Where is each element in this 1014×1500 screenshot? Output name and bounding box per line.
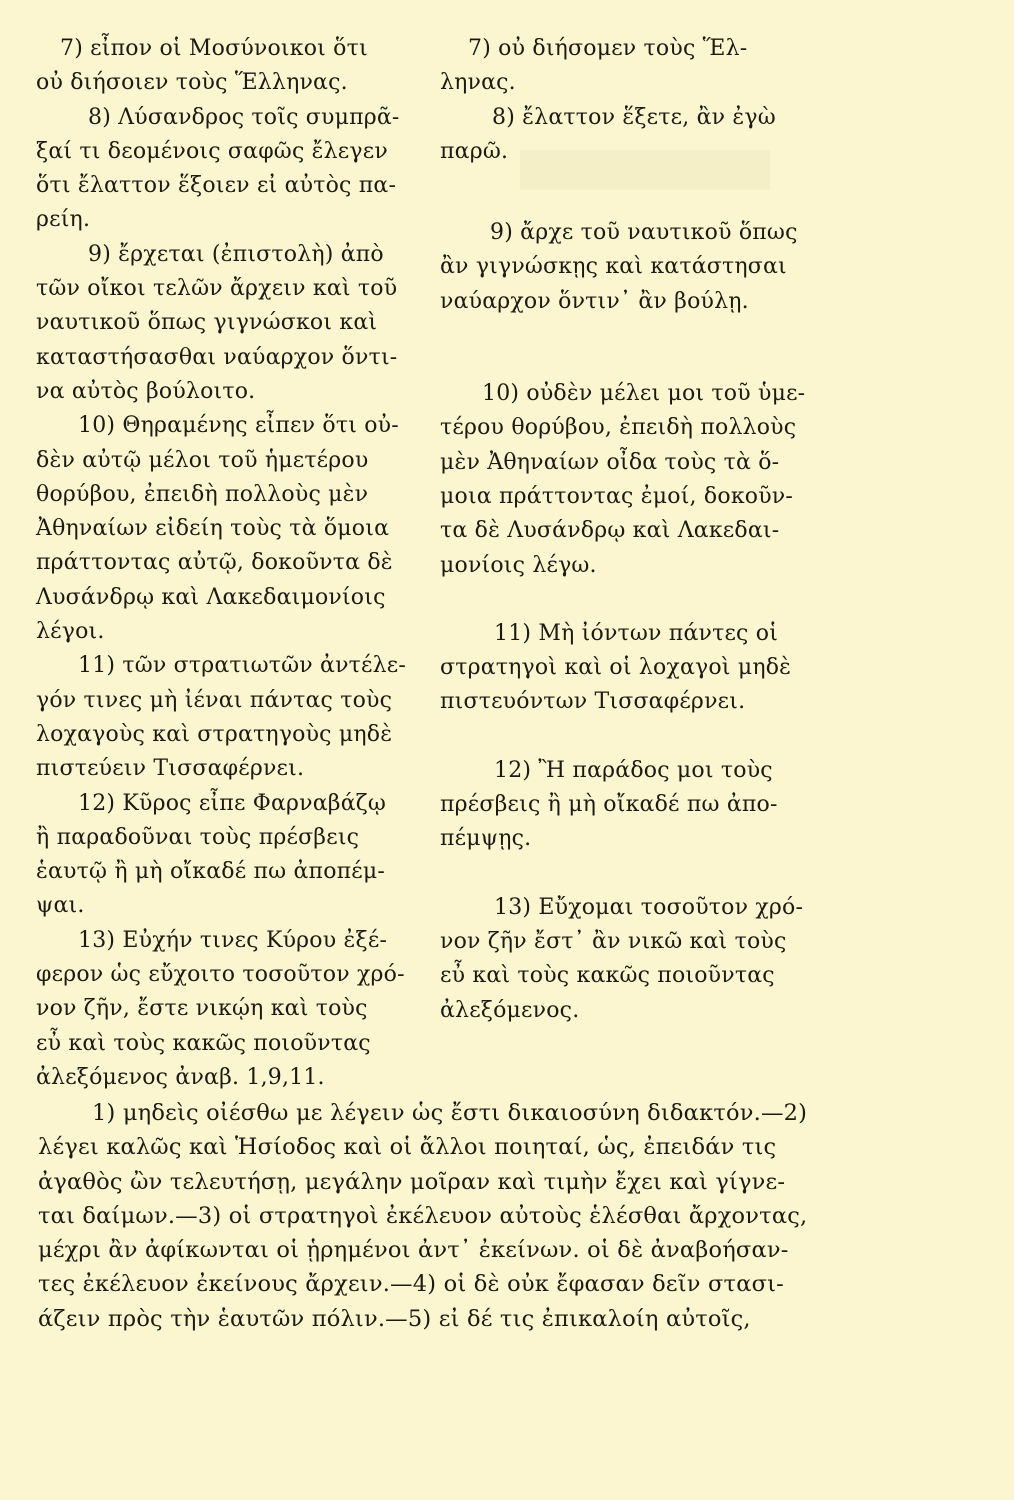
text-line: πρέσβεις ἢ μὴ οἴκαδέ πω ἀπο- — [440, 792, 778, 818]
text-line: πράττοντας αὐτῷ, δοκοῦντα δὲ — [36, 550, 393, 576]
text-line: άζειν πρὸς τὴν ἑαυτῶν πόλιν.—5) εἰ δέ τις ἐπικαλοίη αὐτοῖς, — [38, 1305, 751, 1332]
text-line: μονίοις λέγω. — [440, 552, 597, 578]
text-line: 8) Λύσανδρος τοῖς συμπρᾶ- — [88, 104, 400, 130]
text-line: ναύαρχον ὅντιν᾽ ἂν βούλῃ. — [440, 288, 749, 314]
left-column — [36, 32, 436, 1095]
right-entry-12 — [440, 754, 845, 857]
text-line: πιστεύειν Τισσαφέρνει. — [36, 756, 305, 782]
text-line: ὅτι ἔλαττον ἕξοιεν εἰ αὐτὸς πα- — [36, 173, 397, 199]
text-line: 10) Θηραμένης εἶπεν ὅτι οὐ- — [78, 413, 399, 439]
text-line: τῶν οἴκοι τελῶν ἄρχειν καὶ τοῦ — [36, 276, 398, 302]
text-line: 7) οὐ διήσομεν τοὺς Ἕλ- — [468, 36, 748, 61]
text-line: λοχαγοὺς καὶ στρατηγοὺς μηδὲ — [36, 721, 393, 747]
text-line: ψαι. — [36, 893, 85, 919]
text-line: οὐ διήσοιεν τοὺς Ἕλληνας. — [36, 70, 348, 96]
text-line: Λυσάνδρῳ καὶ Λακεδαιμονίοις — [36, 584, 386, 610]
text-line: τέρου θορύβου, ἐπειδὴ πολλοὺς — [440, 415, 797, 441]
text-line: ρείη. — [36, 207, 91, 233]
right-entry-10 — [440, 377, 845, 583]
left-entry-11 — [36, 649, 436, 786]
text-line: να αὐτὸς βούλοιτο. — [36, 378, 256, 404]
text-line: ναυτικοῦ ὅπως γιγνώσκοι καὶ — [36, 310, 378, 336]
text-line: φερον ὡς εὔχοιτο τοσοῦτον χρό- — [36, 962, 405, 988]
text-line: ἀλεξόμενος. — [440, 997, 580, 1023]
text-line: 11) Μὴ ἰόντων πάντες οἱ — [494, 620, 779, 646]
text-line: λέγει καλῶς καὶ Ἡσίοδος καὶ οἱ ἄλλοι ποιηταί, ὡς, ἐπειδάν τις — [38, 1134, 777, 1161]
text-line: 1) μηδεὶς οἰέσθω με λέγειν ὡς ἔστι δικαιοσύνη διδακτόν.—2) — [92, 1100, 808, 1126]
left-entry-13 — [36, 924, 436, 1095]
text-line: τες ἐκέλευον ἐκείνους ἄρχειν.—4) οἱ δὲ οὐκ ἔφασαν δεῖν στασι- — [38, 1271, 784, 1298]
text-line: γόν τινες μὴ ἰέναι πάντας τοὺς — [36, 687, 393, 713]
text-line: μὲν Ἀθηναίων οἶδα τοὺς τὰ ὅ- — [440, 449, 780, 475]
left-entry-8 — [36, 101, 436, 238]
text-line: ληνας. — [440, 70, 516, 96]
text-line: ἀγαθὸς ὢν τελευτήσῃ, μεγάλην μοῖραν καὶ τιμὴν ἔχει καὶ γίγνε- — [38, 1168, 786, 1195]
text-line: 9) ἔρχεται (ἐπιστολὴ) ἀπὸ — [88, 241, 384, 267]
right-entry-13 — [440, 891, 845, 1028]
text-line: 13) Εὐχήν τινες Κύρου ἐξέ- — [78, 927, 388, 953]
text-line: θορύβου, ἐπειδὴ πολλοὺς μὲν — [36, 481, 369, 507]
right-entry-11 — [440, 617, 845, 720]
text-line: 8) ἔλαττον ἕξετε, ἂν ἐγὼ — [492, 104, 776, 130]
text-line: ται δαίμων.—3) οἱ στρατηγοὶ ἐκέλευον αὐτοὺς ἑλέσθαι ἄρχοντας, — [38, 1202, 808, 1229]
text-line: 9) ἄρχε τοῦ ναυτικοῦ ὅπως — [490, 220, 798, 246]
text-line: ἂν γιγνώσκῃς καὶ κατάστησαι — [440, 254, 787, 280]
right-entry-9 — [440, 216, 845, 319]
text-line: εὖ καὶ τοὺς κακῶς ποιοῦντας — [440, 963, 775, 989]
text-line: 12) Ἢ παράδος μοι τοὺς — [494, 757, 773, 783]
right-column — [440, 32, 845, 1028]
text-line: 10) οὐδὲν μέλει μοι τοῦ ὑμε- — [482, 381, 806, 407]
text-line: λέγοι. — [36, 619, 105, 645]
left-entry-10 — [36, 409, 436, 649]
right-entry-8 — [440, 101, 845, 170]
footnote-block — [38, 1096, 868, 1336]
text-line: εὖ καὶ τοὺς κακῶς ποιοῦντας — [36, 1030, 371, 1056]
text-line: στρατηγοὶ καὶ οἱ λοχαγοὶ μηδὲ — [440, 655, 792, 681]
right-entry-7 — [440, 32, 845, 101]
text-line: πέμψῃς. — [440, 826, 532, 852]
text-line: νον ζῆν ἔστ᾽ ἂν νικῶ καὶ τοὺς — [440, 928, 787, 954]
text-line: ἑαυτῷ ἢ μὴ οἴκαδέ πω ἀποπέμ- — [36, 859, 386, 885]
text-line: Ἀθηναίων εἰδείη τοὺς τὰ ὅμοια — [36, 516, 390, 542]
text-line: 13) Εὔχομαι τοσοῦτον χρό- — [494, 894, 804, 920]
text-line: 12) Κῦρος εἶπε Φαρναβάζῳ — [78, 790, 387, 816]
text-line: μέχρι ἂν ἀφίκωνται οἱ ᾑρημένοι ἀντ᾽ ἐκείνων. οἱ δὲ ἀναβοήσαν- — [38, 1237, 789, 1264]
text-line: δὲν αὐτῷ μέλοι τοῦ ἡμετέρου — [36, 447, 369, 473]
left-entry-12 — [36, 787, 436, 924]
left-entry-7 — [36, 32, 436, 101]
text-line: τα δὲ Λυσάνδρῳ καὶ Λακεδαι- — [440, 518, 780, 544]
text-line: 11) τῶν στρατιωτῶν ἀντέλε- — [78, 653, 407, 679]
text-line: 7) εἶπον οἱ Μοσύνοικοι ὅτι — [60, 36, 368, 61]
left-entry-9 — [36, 238, 436, 409]
text-line: νον ζῆν, ἔστε νικῴη καὶ τοὺς — [36, 996, 368, 1022]
text-line: ἢ παραδοῦναι τοὺς πρέσβεις — [36, 824, 360, 850]
text-line: μοια πράττοντας ἐμοί, δοκοῦν- — [440, 483, 793, 509]
text-line: ἀλεξόμενος ἀναβ. 1,9,11. — [36, 1064, 325, 1090]
text-line: πιστευόντων Τισσαφέρνει. — [440, 689, 746, 715]
text-line: ξαί τι δεομένοις σαφῶς ἔλεγεν — [36, 138, 388, 164]
text-line: παρῶ. — [440, 138, 509, 164]
text-line: καταστήσασθαι ναύαρχον ὅντι- — [36, 344, 398, 370]
